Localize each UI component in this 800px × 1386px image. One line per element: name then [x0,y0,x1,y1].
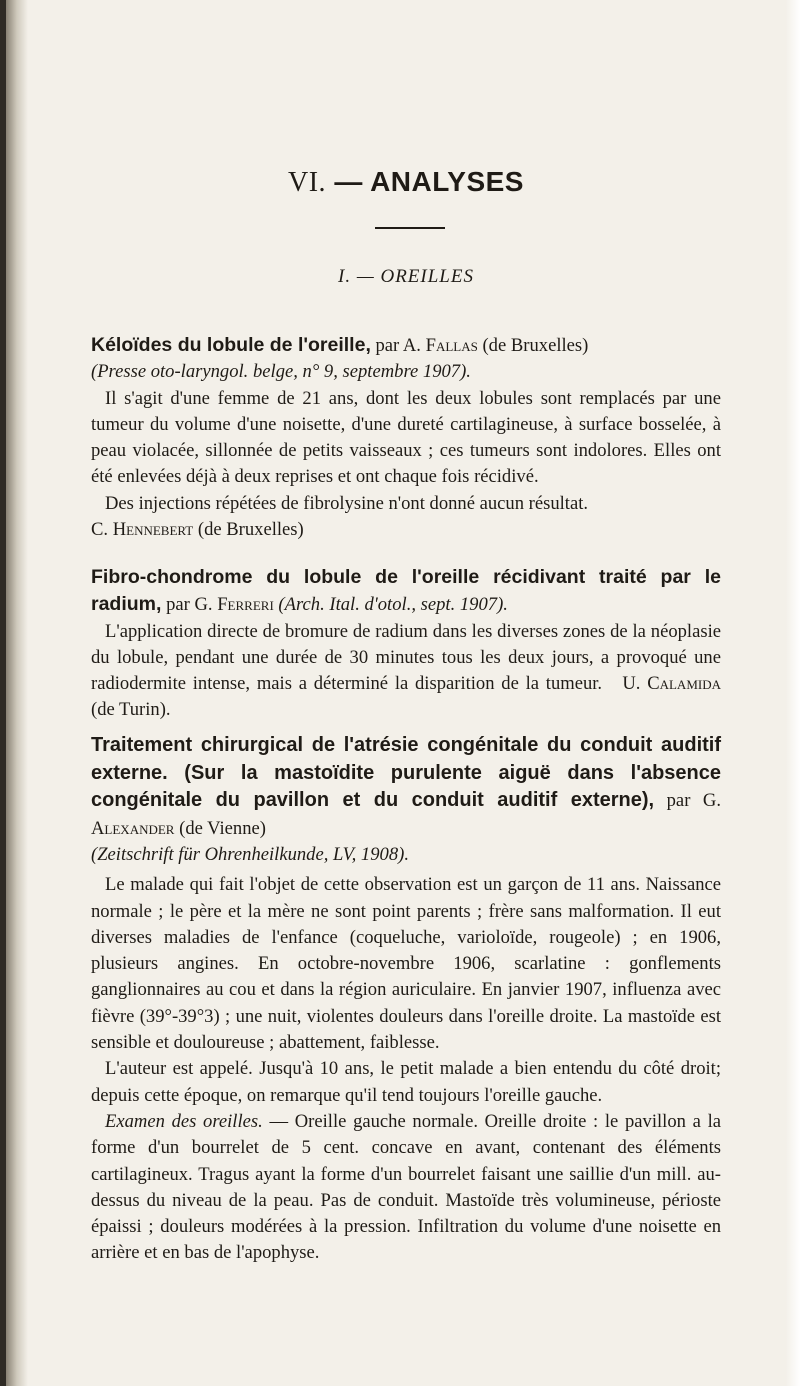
article-fibro-chondrome [91,564,721,724]
article-keloides [91,332,721,543]
article-author: Ferreri [217,594,274,616]
exam-label: Examen des oreilles. [105,1110,263,1132]
signature-name: Hennebert [112,519,194,541]
article-paragraph: L'auteur est appelé. Jusqu'à 10 ans, le petit malade a bien entendu du côté droit; depuis cette époque, on remarque qu'il tend toujours l'oreille gauche. [91,1058,721,1106]
subsection-title: I. — OREILLES [338,266,474,287]
article-paragraph [91,619,721,724]
article-author: Alexander [91,817,175,839]
section-name: ANALYSES [370,166,524,197]
article-by: par G. [654,790,722,811]
article-title: Traitement chirurgical de l'atrésie congénitale du conduit auditif externe. (Sur la mastoïdite purulente aiguë dans l'absence congénitale du pavillon et du conduit auditif externe), [91,734,721,811]
article-citation: (Arch. Ital. d'otol., sept. 1907). [273,594,508,616]
page-binding-edge [0,0,6,1386]
article-by: par G. [161,594,218,616]
section-dash: — [334,166,363,197]
article-paragraph: Le malade qui fait l'objet de cette observation est un garçon de 11 ans. Naissance normale ; le père et la mère ne sont point parents ; frère sans malformation. Il eut diverses maladies de l'enfance (coqueluche, varioloïde, rougeole) ; en 1906, plusieurs angines. En octobre-novembre 1906, scarlatine : gonflements ganglionnaires au cou et dans la région auriculaire. En janvier 1907, influenza avec fièvre (39°-39°3) ; une nuit, violentes douleurs dans l'oreille droite. La mastoïde est sensible et douloureuse ; abattement, faiblesse. [91,874,721,1054]
article-author: Fallas [425,335,478,356]
page-right-edge [786,0,800,1386]
article-citation [91,359,721,385]
signature-initial: U. [622,673,648,695]
section-rule [375,227,445,229]
article-by: par A. [370,335,426,356]
article-paragraph [91,1109,721,1267]
signature-name: Calamida [647,673,721,695]
paragraph-text: L'application directe de bromure de radium dans les diverses zones de la néoplasie du lobule, pendant une durée de 30 minutes tous les deux jours, a provoqué une radiodermite intense, mais a déterminé la disparition de la tumeur. [91,620,721,695]
article-heading [91,732,721,842]
signature-initial: C. [91,519,113,541]
exam-text: — Oreille gauche normale. Oreille droite : le pavillon a la forme d'un bourrelet de 5 cent. concave en avant, contenant des éléments cartilagineux. Tragus ayant la forme d'un bourrelet faisant une saillie d'un mill. au-dessus du niveau de la peau. Pas de conduit. Mastoïde très volumineuse, périoste épaissi ; douleurs modérées à la pression. Infiltration du volume d'une noisette en arrière et en bas de l'apophyse. [91,1110,721,1264]
article-signature [91,517,721,543]
article-atresie [91,732,721,1267]
signature-place: (de Bruxelles) [193,519,304,541]
section-number: VI. [288,167,327,198]
section-title [91,166,721,199]
article-title: Kéloïdes du lobule de l'oreille, [91,334,371,356]
article-heading [91,332,721,359]
article-author-place: (de Vienne) [174,817,266,839]
article-citation [91,842,721,868]
article-title: Fibro-chondrome du lobule de l'oreille récidivant traité par le radium, [91,566,721,616]
citation-text: (Presse oto-laryngol. belge, n° 9, septembre 1907). [91,361,471,383]
article-heading [91,564,721,619]
citation-text: (Zeitschrift für Ohrenheilkunde, LV, 1908). [91,844,409,865]
signature-place: (de Turin). [91,699,171,721]
article-paragraph: Des injections répétées de fibrolysine n'ont donné aucun résultat. [105,492,589,514]
article-author-place: (de Bruxelles) [477,335,589,356]
article-paragraph: Il s'agit d'une femme de 21 ans, dont les deux lobules sont remplacés par une tumeur du volume d'une noisette, d'une dureté cartilagineuse, à surface bosselée, à peau violacée, sillonnée de petits vaisseaux ; ces tumeurs sont indolores. Elles ont été enlevées déjà à deux reprises et ont chaque fois récidivé. [91,387,721,488]
